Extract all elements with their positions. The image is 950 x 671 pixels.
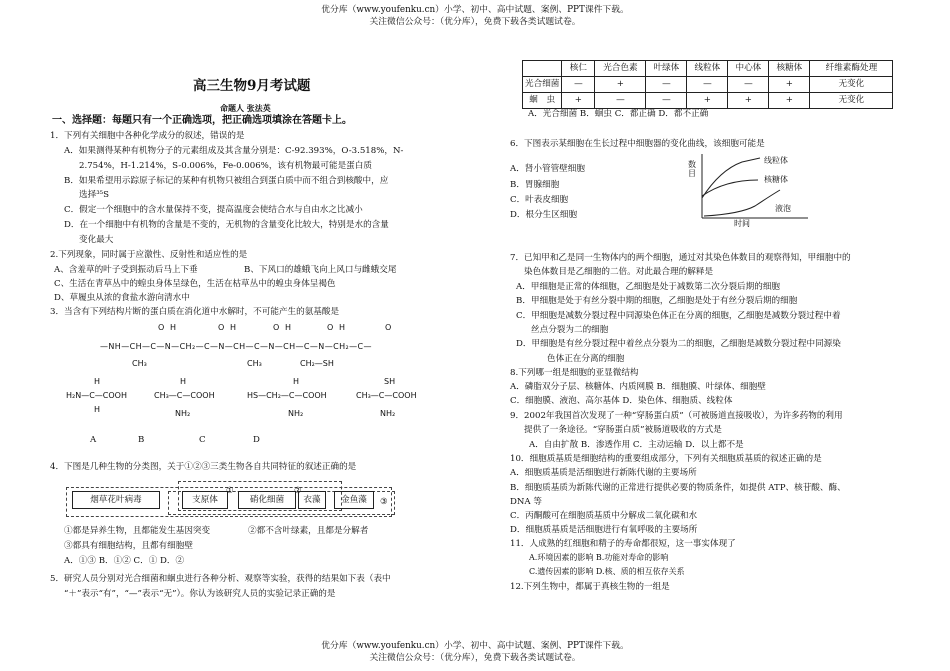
- chain-o-5: O: [385, 323, 392, 332]
- q4-options: A．①③ B．①② C．① D．②: [64, 556, 185, 566]
- aa-c-nh2: NH₂: [288, 409, 304, 418]
- graph-label-mitochondria: 线粒体: [764, 156, 788, 165]
- aa-a-h: H: [94, 377, 101, 386]
- peptide-chain: —NH—CH—C—N—CH₂—C—N—CH—C—N—CH—C—N—CH₂—C—: [100, 342, 372, 351]
- q4-stem: 4．下图是几种生物的分类图，关于①②③三类生物各自共同特征的叙述正确的是: [50, 462, 357, 472]
- section-heading: 一、选择题：每题只有一个正确选项，把正确选项填涂在答题卡上。: [52, 115, 352, 126]
- chain-h-4: H: [339, 323, 346, 332]
- q8-options-1: A．磷脂双分子层、核糖体、内质网膜 B．细胞膜、叶绿体、细胞壁: [510, 382, 766, 392]
- chain-o-3: O: [273, 323, 280, 332]
- q5-table: [522, 60, 893, 109]
- curve-mitochondria: [702, 158, 760, 198]
- q6-option-a: A．肾小管管壁细胞: [510, 164, 585, 174]
- chain-h-3: H: [285, 323, 292, 332]
- q1-stem: 1．下列有关细胞中各种化学成分的叙述，错误的是: [50, 131, 245, 141]
- aa-a-formula: H₂N—C—COOH: [66, 391, 127, 400]
- aa-b-h: H: [180, 377, 187, 386]
- q7-option-d: D．甲细胞是有丝分裂过程中着丝点分裂为二的细胞，乙细胞是减数分裂过程中同源染: [516, 339, 841, 349]
- aa-c-formula: HS—CH₂—C—COOH: [247, 391, 327, 400]
- table-cell: 光合细菌: [523, 77, 562, 93]
- q3-label-d: D: [253, 435, 260, 445]
- q1-option-c: C．假定一个细胞中的含水量保持不变，提高温度会使结合水与自由水之比减小: [64, 205, 363, 215]
- chain-h-1: H: [170, 323, 177, 332]
- aa-c-h: H: [293, 377, 300, 386]
- q3-label-a: A: [90, 435, 97, 445]
- q2-option-a: A、含羞草的叶子受到振动后马上下垂: [54, 265, 198, 275]
- q5-options: A．光合细菌 B．蛔虫 C．都正确 D．都不正确: [528, 109, 709, 119]
- aa-d-sh: SH: [384, 377, 396, 386]
- q3-label-c: C: [199, 435, 206, 445]
- mark-2: ②: [294, 486, 302, 496]
- curve-ribosome: [702, 180, 758, 196]
- box-mycoplasma: 支原体: [182, 491, 228, 509]
- box-chlamydomonas: 衣藻: [298, 491, 326, 509]
- q3-stem: 3．当含有下列结构片断的蛋白质在消化道中水解时，不可能产生的氨基酸是: [50, 307, 340, 317]
- table-cell: —: [562, 77, 595, 93]
- table-header: 中心体: [728, 61, 769, 77]
- table-cell: —: [646, 93, 687, 109]
- chain-sub-ch3-2: CH₃: [247, 359, 262, 368]
- q10-option-d: D．细胞质基质是活细胞进行有氧呼吸的主要场所: [510, 525, 698, 535]
- chain-o-2: O: [218, 323, 225, 332]
- table-header-row: [523, 61, 893, 77]
- graph-y-label: 数目: [688, 160, 696, 178]
- table-cell: 无变化: [810, 77, 893, 93]
- q7-option-a: A．甲细胞是正常的体细胞，乙细胞是处于减数第二次分裂后期的细胞: [516, 282, 781, 292]
- q7-stem-2: 染色体数目是乙细胞的二倍。对此最合理的解释是: [524, 267, 714, 277]
- table-header: 线粒体: [687, 61, 728, 77]
- q10-option-b: B．细胞质基质为新陈代谢的正常进行提供必要的物质条件，如提供 ATP、核苷酸、酶、: [510, 483, 846, 493]
- q1-option-d-cont: 变化最大: [79, 235, 114, 245]
- footer-line-1: 优分库（www.youfenku.cn）小学、初中、高中试题、案例、PPT课件下载。: [321, 641, 629, 651]
- table-cell: +: [728, 93, 769, 109]
- q3-label-b: B: [138, 435, 145, 445]
- q10-option-a: A．细胞质基质是活细胞进行新陈代谢的主要场所: [510, 468, 697, 478]
- q7-stem-1: 7．已知甲和乙是同一生物体内的两个细胞，通过对其染色体数目的观察得知，甲细胞中的: [510, 253, 851, 263]
- q1-option-b-cont: 选择³⁵S: [79, 190, 109, 200]
- q2-stem: 2.下列现象，同时属于应激性、反射性和适应性的是: [50, 250, 248, 260]
- exam-author: 命题人 张法英: [220, 103, 271, 113]
- q1-option-b: B．如果希望用示踪原子标记的某种有机物只被组合到蛋白质中而不组合到核酸中，应: [64, 176, 389, 186]
- q4-statement-3: ③都具有细胞结构，且都有细胞壁: [64, 541, 193, 551]
- chain-o-4: O: [327, 323, 334, 332]
- curve-vacuole: [704, 190, 780, 216]
- table-cell: 蛔 虫: [523, 93, 562, 109]
- q6-option-c: C．叶表皮细胞: [510, 195, 569, 205]
- table-cell: 无变化: [810, 93, 893, 109]
- graph-label-vacuole: 液泡: [775, 204, 791, 213]
- table-header: 核仁: [562, 61, 595, 77]
- q6-option-b: B．胃腺细胞: [510, 180, 560, 190]
- q9-stem-1: 9．2002年我国首次发现了一种“穿肠蛋白质”（可被肠道直接吸收），为许多药物的利用: [510, 411, 843, 421]
- aa-b-nh2: NH₂: [175, 409, 191, 418]
- q6-option-d: D．根分生区细胞: [510, 210, 578, 220]
- box-hornwort: 金鱼藻: [334, 491, 374, 509]
- q11-options-2: C.遗传因素的影响 D.核、质的相互依存关系: [529, 567, 685, 576]
- header-line-2: 关注微信公众号：（优分库），免费下载各类试题试卷。: [369, 17, 581, 27]
- chain-sub-ch2sh: CH₂—SH: [300, 359, 334, 368]
- graph-label-ribosome: 核糖体: [764, 175, 788, 184]
- table-cell: —: [687, 77, 728, 93]
- q7-option-b: B．甲细胞是处于有丝分裂中期的细胞，乙细胞是处于有丝分裂后期的细胞: [516, 296, 798, 306]
- box-tobacco-mosaic-virus: 烟草花叶病毒: [72, 491, 160, 509]
- q4-statement-2: ②都不含叶绿素，且都是分解者: [248, 526, 369, 536]
- q8-stem: 8.下列哪一组是细胞的亚显微结构: [510, 368, 639, 378]
- table-row: [523, 93, 893, 109]
- table-cell: —: [646, 77, 687, 93]
- graph-x-label: 时间: [734, 219, 750, 228]
- q9-stem-2: 提供了一条途径。“穿肠蛋白质”被肠道吸收的方式是: [524, 425, 722, 435]
- aa-b-formula: CH₃—C—COOH: [154, 391, 215, 400]
- q2-option-c: C、生活在青草丛中的蝗虫身体呈绿色，生活在枯草丛中的蝗虫身体呈褐色: [54, 279, 336, 289]
- mark-1: ①: [226, 486, 234, 496]
- q9-options: A．自由扩散 B．渗透作用 C．主动运输 D．以上都不是: [529, 440, 744, 450]
- aa-d-formula: CH₃—C—COOH: [356, 391, 417, 400]
- q4-statement-1: ①都是异养生物，且都能发生基因突变: [64, 526, 211, 536]
- q5-stem-1: 5．研究人员分别对光合细菌和蛔虫进行各种分析、观察等实验，获得的结果如下表（表中: [50, 574, 391, 584]
- q7-option-d-cont: 色体正在分离的细胞: [547, 354, 625, 364]
- q1-option-a: A．如果测得某种有机物分子的元素组成及其含量分别是：C-92.393%，O-3.518%，N-: [64, 146, 404, 156]
- table-cell: +: [595, 77, 646, 93]
- q10-option-c: C．丙酮酸可在细胞质基质中分解成二氧化碳和水: [510, 511, 698, 521]
- chain-sub-ch3-1: CH₃: [132, 359, 147, 368]
- table-cell: +: [562, 93, 595, 109]
- aa-d-nh2: NH₂: [380, 409, 396, 418]
- table-cell: —: [728, 77, 769, 93]
- table-header: 核糖体: [769, 61, 810, 77]
- table-row: [523, 77, 893, 93]
- header-line-1: 优分库（www.youfenku.cn）小学、初中、高中试题、案例、PPT课件下载。: [321, 5, 629, 15]
- q11-options-1: A.环境因素的影响 B.功能对寿命的影响: [529, 553, 669, 562]
- q2-option-b: B、下风口的雄蛾飞向上风口与雌蛾交尾: [244, 265, 397, 275]
- q10-stem: 10．细胞质基质是细胞结构的重要组成部分，下列有关细胞质基质的叙述正确的是: [510, 454, 822, 464]
- q10-option-b-cont: DNA 等: [510, 497, 542, 507]
- q7-option-c: C．甲细胞是减数分裂过程中同源染色体正在分离的细胞，乙细胞是减数分裂过程中着: [516, 311, 841, 321]
- table-cell: +: [687, 93, 728, 109]
- q1-option-a-cont: 2.754%，H-1.214%，S-0.006%，Fe-0.006%，该有机物最可能是蛋白质: [79, 161, 372, 171]
- table-header: [523, 61, 562, 77]
- q6-stem: 6．下图表示某细胞在生长过程中细胞器的变化曲线，该细胞可能是: [510, 139, 765, 149]
- table-header: 纤维素酶处理: [810, 61, 893, 77]
- table-cell: +: [769, 93, 810, 109]
- exam-title: 高三生物9月考试题: [193, 78, 311, 94]
- chain-o-1: O: [158, 323, 165, 332]
- box-nitrifying-bacteria: 硝化细菌: [238, 491, 296, 509]
- q1-option-d: D．在一个细胞中有机物的含量是不变的，无机物的含量变化比较大，特别是水的含量: [64, 220, 389, 230]
- aa-a-h2: H: [94, 405, 101, 414]
- table-header: 光合色素: [595, 61, 646, 77]
- footer-line-2: 关注微信公众号：（优分库），免费下载各类试题试卷。: [369, 653, 581, 663]
- chain-h-2: H: [230, 323, 237, 332]
- q7-option-c-cont: 丝点分裂为二的细胞: [531, 325, 609, 335]
- q11-stem: 11．人成熟的红细胞和精子的寿命都很短，这一事实体现了: [510, 539, 736, 549]
- table-cell: +: [769, 77, 810, 93]
- mark-3: ③: [380, 497, 388, 507]
- q5-stem-2: “＋”表示“有”，“—”表示“无”）。你认为该研究人员的实验记录正确的是: [64, 589, 336, 599]
- organelle-graph: [680, 150, 820, 230]
- q12-stem: 12.下列生物中，都属于真核生物的一组是: [510, 582, 670, 592]
- q8-options-2: C．细胞膜、液泡、高尔基体 D．染色体、细胞质、线粒体: [510, 396, 733, 406]
- table-cell: —: [595, 93, 646, 109]
- q2-option-d: D、草履虫从浓的食盐水游向清水中: [54, 293, 190, 303]
- table-header: 叶绿体: [646, 61, 687, 77]
